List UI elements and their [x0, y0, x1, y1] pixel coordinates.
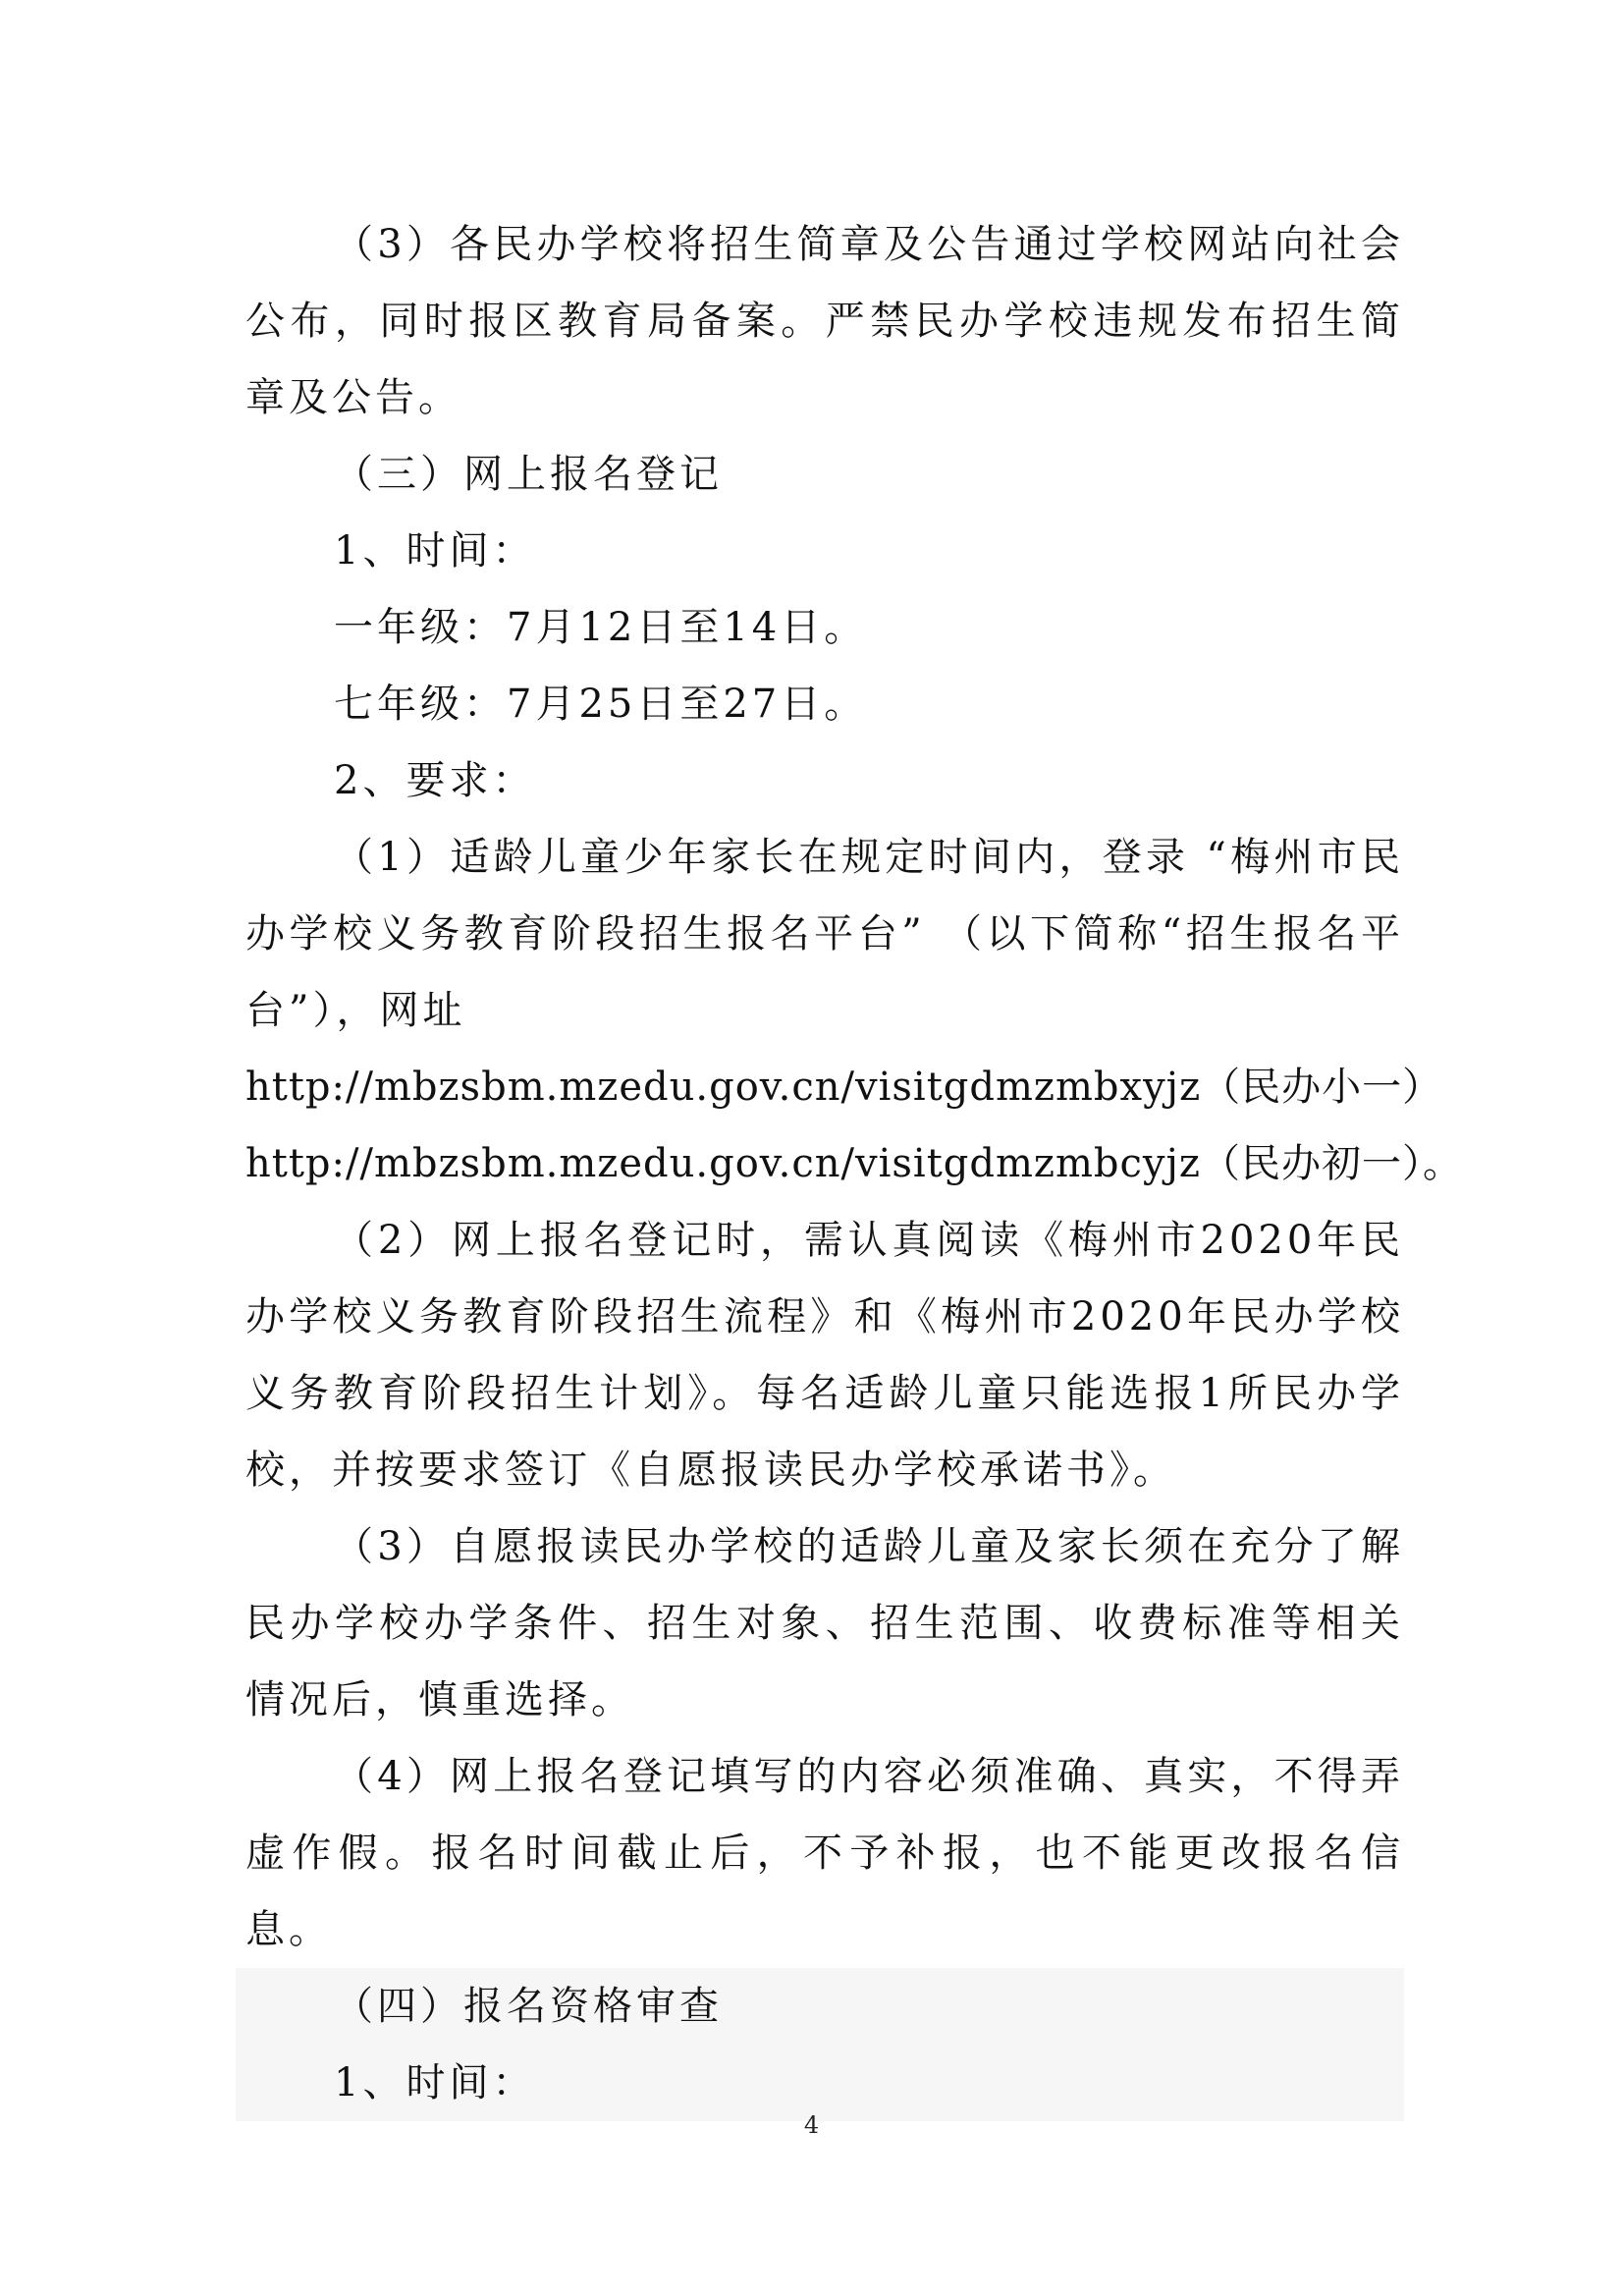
section-heading-online-registration: （三）网上报名登记 — [334, 452, 723, 497]
paragraph-review-time-label: 1、时间： — [236, 2045, 1404, 2121]
paragraph-grade-seven-dates: 七年级：7月25日至27日。 — [334, 682, 868, 727]
document-body — [245, 206, 1463, 2121]
paragraph-1: （3）各民办学校将招生简章及公告通过学校网站向社会公布，同时报区教育局备案。严禁民办学校违规发布招生简章及公告。 — [245, 222, 1404, 420]
paragraph-time-label: 1、时间： — [334, 528, 536, 574]
paragraph-requirement-3: （3）自愿报读民办学校的适龄儿童及家长须在充分了解民办学校办学条件、招生对象、招生范围、收费标准等相关情况后，慎重选择。 — [245, 1524, 1404, 1722]
page-number: 4 — [803, 2111, 820, 2139]
paragraph-requirements-label: 2、要求： — [334, 758, 536, 803]
paragraph-requirement-2: （2）网上报名登记时，需认真阅读《梅州市2020年民办学校义务教育阶段招生流程》和《梅州市2020年民办学校义务教育阶段招生计划》。每名适龄儿童只能选报1所民办学校，并按要求签订《自愿报读民办学校承诺书》。 — [245, 1218, 1404, 1493]
url-junior-registration[interactable]: http://mbzsbm.mzedu.gov.cn/visitgdmzmbcyjz（民办初一）。 — [245, 1141, 1463, 1186]
url-primary-registration[interactable]: http://mbzsbm.mzedu.gov.cn/visitgdmzmbxyjz（民办小一） — [245, 1065, 1443, 1110]
paragraph-requirement-1: （1）适龄儿童少年家长在规定时间内，登录 “梅州市民办学校义务教育阶段招生报名平台” （以下简称“招生报名平台”），网址 — [245, 835, 1404, 1033]
section-heading-qualification-review: （四）报名资格审查 — [236, 1968, 1404, 2045]
paragraph-requirement-4: （4）网上报名登记填写的内容必须准确、真实，不得弄虚作假。报名时间截止后，不予补报，也不能更改报名信息。 — [245, 1754, 1404, 1952]
paragraph-grade-one-dates: 一年级：7月12日至14日。 — [334, 605, 868, 650]
